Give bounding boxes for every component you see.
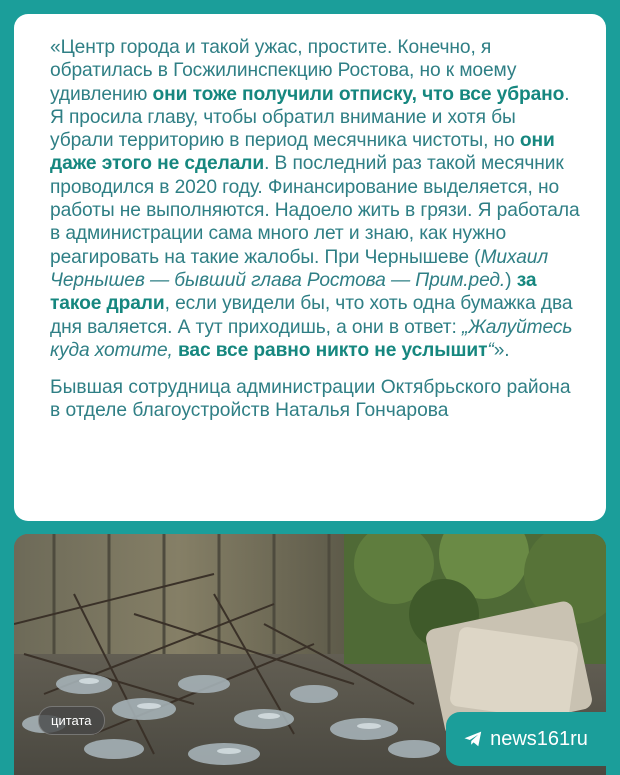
quote-italic: “ bbox=[487, 339, 494, 361]
quote-part: «Центр города и такой ужас, простите. Конечно, я обратилась в Госжилинспекцию Ростова, но к моему удивлению bbox=[50, 37, 517, 105]
quote-text bbox=[50, 36, 582, 362]
quote-badge: цитата bbox=[38, 706, 105, 735]
quote-part: ». bbox=[493, 339, 510, 361]
quote-italic: „Жалуйтесь куда хотите, bbox=[50, 316, 573, 361]
quote-bold: они тоже получили отписку, что все убрано bbox=[152, 83, 565, 105]
quote-part: . Я просила главу, чтобы обратил внимание и хотя бы убрали территорию в период месячника чистоты, но bbox=[50, 83, 570, 152]
quote-italic: Михаил Чернышев — бывший глава Ростова — Прим.ред. bbox=[50, 246, 549, 291]
quote-part: ) bbox=[505, 269, 517, 291]
quote-author: Бывшая сотрудница администрации Октябрьского района в отделе благоустройств Наталья Гончарова bbox=[50, 377, 571, 422]
quote-bold: вас все равно никто не услышит bbox=[177, 339, 488, 361]
brand-name: news161ru bbox=[490, 727, 588, 750]
quote-part: , если увидели бы, что хоть одна бумажка два дня валяется. А тут приходишь, а они в ответ: bbox=[50, 293, 573, 338]
quote-bold: за такое драли bbox=[50, 269, 537, 315]
brand-label[interactable] bbox=[446, 712, 606, 766]
quote-part: . В последний раз такой месячник проводился в 2020 году. Финансирование выделяется, но работы не выполняются. Надоело жить в грязи. Я работала в администрации сама много лет и знаю, как нужно реагировать на такие жалобы. При Чернышеве ( bbox=[50, 153, 580, 268]
telegram-icon bbox=[464, 731, 482, 747]
quote-card bbox=[14, 14, 606, 521]
quote-bold: они даже этого не сделали bbox=[50, 130, 555, 175]
